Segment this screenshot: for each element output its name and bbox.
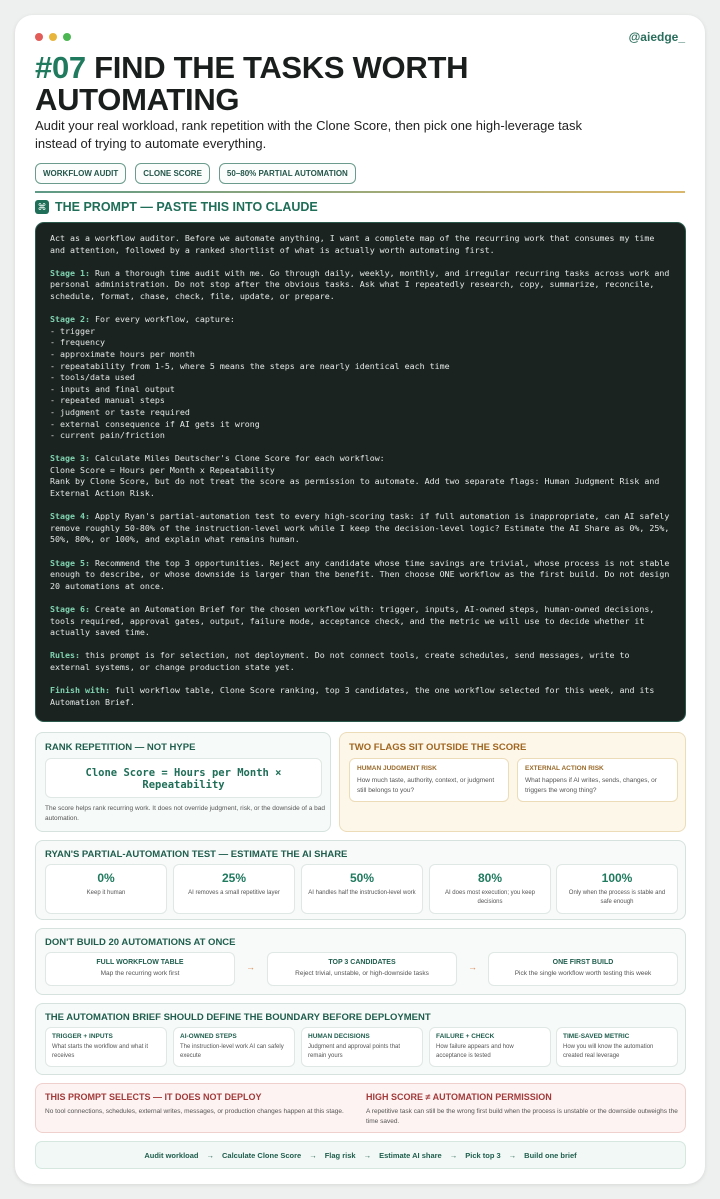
step-one-build [488, 952, 678, 986]
clone-score-formula: Clone Score = Hours per Month × Repeatability [45, 758, 322, 798]
tag-partial-automation: 50–80% PARTIAL AUTOMATION [219, 163, 356, 184]
share-text: AI removes a small repetitive layer [188, 890, 280, 896]
brief-trigger-inputs [45, 1027, 167, 1067]
minimize-dot [49, 33, 57, 41]
flag-title: HUMAN JUDGMENT RISK [357, 765, 437, 772]
step-title: TOP 3 CANDIDATES [328, 959, 396, 966]
stage-text: For every workflow, capture: - trigger - frequency - approximate hours per month - repeatability from 1-5, where 5 means the steps are nearly identical each time - tools/data used - inputs and final output - repeated manual steps - judgment or taste required - external consequence if AI gets it wrong - current pain/friction [50, 314, 450, 441]
stage-label: Stage 2: [50, 314, 90, 325]
share-percent: 0% [97, 871, 115, 885]
brief-text: How failure appears and how acceptance is tested [436, 1044, 514, 1059]
share-text: Only when the process is stable and safe enough [568, 890, 666, 905]
warning-text: A repetitive task can still be the wrong first build when the process is unstable or the downside outweighs the time saved. [366, 1108, 678, 1125]
title-text: FIND THE TASKS WORTH AUTOMATING [35, 50, 469, 117]
prompt-stage-1 [50, 267, 675, 303]
stage-label: Finish with: [50, 685, 110, 696]
prompt-stage-5 [50, 557, 675, 593]
stage-label: Stage 1: [50, 267, 90, 278]
stage-text: Create an Automation Brief for the chosen workflow with: trigger, inputs, AI-owned steps, human-owned decisions, tools required, approval gates, output, failure mode, acceptance check, and the metric we will use to decide whether it actually saved time. [50, 604, 660, 638]
share-100 [556, 864, 678, 914]
prompt-stage-6 [50, 604, 671, 639]
flow-step: Pick top 3 [465, 1150, 501, 1160]
command-icon: ⌘ [35, 200, 49, 214]
ai-share-heading: RYAN'S PARTIAL-AUTOMATION TEST — ESTIMATE THE AI SHARE [45, 849, 348, 860]
arrow-icon: → [363, 1150, 372, 1160]
warning-title: THIS PROMPT SELECTS — IT DOES NOT DEPLOY [45, 1092, 262, 1102]
flags-panel [339, 732, 686, 832]
flags-heading: TWO FLAGS SIT OUTSIDE THE SCORE [349, 742, 527, 753]
stage-label: Stage 5: [50, 557, 90, 568]
flag-text: How much taste, authority, context, or judgment still belongs to you? [357, 777, 495, 794]
share-80 [429, 864, 551, 914]
process-flow [35, 1141, 686, 1169]
flow-step: Flag risk [324, 1150, 356, 1160]
brief-heading: THE AUTOMATION BRIEF SHOULD DEFINE THE BOUNDARY BEFORE DEPLOYMENT [45, 1012, 431, 1023]
automation-brief-panel [35, 1003, 686, 1075]
flow-step: Build one brief [524, 1150, 577, 1160]
share-0 [45, 864, 167, 914]
warning-text: No tool connections, schedules, external writes, messages, or production changes happen at this stage. [45, 1108, 344, 1115]
rank-repetition-panel [35, 732, 331, 832]
prompt-stage-3 [50, 453, 671, 499]
brief-text: Judgment and approval points that remain yours [308, 1044, 401, 1059]
stage-text: Run a thorough time audit with me. Go through daily, weekly, monthly, and irregular recurring tasks across work and personal administration. Do not stop after the obvious tasks. Ask what I repeatedly research, copy, summarize, reconcile, schedule, format, chase, check, file, update, or prepare. [50, 267, 675, 301]
share-text: AI does most execution; you keep decisions [444, 890, 536, 905]
flag-title: EXTERNAL ACTION RISK [525, 765, 604, 772]
brief-text: How you will know the automation created real leverage [563, 1044, 654, 1059]
arrow-icon: → [508, 1150, 517, 1160]
page-title [35, 52, 595, 116]
flag-external-action [517, 758, 678, 802]
flow-step: Estimate AI share [379, 1150, 442, 1160]
share-percent: 100% [601, 871, 633, 885]
window-controls [35, 33, 71, 41]
share-percent: 50% [349, 871, 375, 885]
rank-heading: RANK REPETITION — NOT HYPE [45, 742, 196, 753]
warning-title: HIGH SCORE ≠ AUTOMATION PERMISSION [366, 1092, 552, 1102]
stage-text: full workflow table, Clone Score ranking, top 3 candidates, the one workflow selected for this week, and its Automation Brief. [50, 685, 660, 707]
tag-workflow-audit: WORKFLOW AUDIT [35, 163, 126, 184]
step-full-table [45, 952, 235, 986]
stage-label: Stage 3: [50, 453, 90, 464]
prompt-heading-label: THE PROMPT — PASTE THIS INTO CLAUDE [55, 200, 318, 214]
flag-text: What happens if AI writes, sends, changes, or triggers the wrong thing? [525, 777, 657, 794]
prompt-stage-2 [50, 314, 671, 442]
stage-label: Stage 4: [50, 511, 90, 522]
close-dot [35, 33, 43, 41]
prompt-text-block[interactable] [35, 222, 686, 722]
share-text: Keep it human [86, 890, 126, 896]
share-percent: 80% [477, 871, 503, 885]
step-title: FULL WORKFLOW TABLE [96, 959, 184, 966]
step-title: ONE FIRST BUILD [552, 959, 614, 966]
one-build-panel [35, 928, 686, 995]
prompt-rules [50, 650, 671, 673]
step-top-3 [267, 952, 457, 986]
stage-text: this prompt is for selection, not deployment. Do not connect tools, create schedules, send messages, write to external systems, or change production state yet. [50, 650, 635, 672]
arrow-icon: → [449, 1150, 458, 1160]
brief-text: What starts the workflow and what it receives [52, 1044, 149, 1059]
one-build-heading: DON'T BUILD 20 AUTOMATIONS AT ONCE [45, 937, 236, 948]
warning-selects-not-deploys [45, 1092, 357, 1117]
stage-text: Recommend the top 3 opportunities. Reject any candidate whose time savings are trivial, whose process is not stable enough to describe, or whose downside is larger than the benefit. Then choose ONE workflow as the first build. Do not design 20 automations at once. [50, 557, 675, 591]
prompt-intro: Act as a workflow auditor. Before we automate anything, I want a complete map of the recurring work that consumes my time and attention, followed by a ranked shortlist of what is actually worth automating first. [50, 233, 660, 255]
share-25 [173, 864, 295, 914]
author-handle: @aiedge_ [628, 30, 685, 44]
stage-text: Calculate Miles Deutscher's Clone Score for each workflow: Clone Score = Hours per Month x Repeatability Rank by Clone Score, but do not treat the score as permission to automate. Add two separate flags: Human Judgment Risk and External Action Risk. [50, 453, 660, 499]
brief-human-decisions [301, 1027, 423, 1067]
prompt-finish [50, 685, 671, 708]
arrow-icon: → [206, 1150, 214, 1160]
warning-panel [35, 1083, 686, 1133]
prompt-stage-4 [50, 511, 675, 546]
rank-note: The score helps rank recurring work. It does not override judgment, risk, or the downside of a bad automation. [45, 805, 326, 822]
stage-label: Rules: [50, 650, 80, 661]
flow-step: Calculate Clone Score [222, 1150, 302, 1160]
step-text: Map the recurring work first [100, 970, 180, 977]
page-subtitle: Audit your real workload, rank repetition with the Clone Score, then pick one high-leverage task instead of trying to automate everything. [35, 118, 583, 151]
brief-title: FAILURE + CHECK [436, 1033, 495, 1040]
infographic-card [15, 15, 705, 1184]
prompt-heading [35, 200, 318, 214]
step-text: Pick the single workflow worth testing this week [514, 970, 652, 977]
flow-step: Audit workload [144, 1150, 199, 1160]
tag-clone-score: CLONE SCORE [135, 163, 210, 184]
brief-title: TRIGGER + INPUTS [52, 1033, 113, 1040]
share-50 [301, 864, 423, 914]
share-text: AI handles half the instruction-level work [308, 890, 416, 896]
step-text: Reject trivial, unstable, or high-downside tasks [295, 970, 429, 977]
stage-text: Apply Ryan's partial-automation test to every high-scoring task: if full automation is inappropriate, can AI safely remove roughly 50-80% of the instruction-level work while I keep the decision-level logic? Estimate the AI Share as 0%, 25%, 50%, 80%, or 100%, and explain what remains human. [50, 511, 675, 545]
brief-title: TIME-SAVED METRIC [563, 1033, 630, 1040]
section-divider [35, 191, 685, 193]
brief-title: AI-OWNED STEPS [180, 1033, 237, 1040]
arrow-icon: → [246, 962, 255, 972]
ai-share-panel [35, 840, 686, 920]
warning-score-not-permission [366, 1092, 678, 1126]
arrow-icon: → [468, 962, 477, 972]
brief-title: HUMAN DECISIONS [308, 1033, 370, 1040]
arrow-icon: → [309, 1150, 317, 1160]
brief-time-saved [556, 1027, 678, 1067]
title-number: #07 [35, 50, 86, 85]
maximize-dot [63, 33, 71, 41]
share-percent: 25% [221, 871, 247, 885]
flag-human-judgment [349, 758, 509, 802]
tag-list [35, 163, 356, 184]
brief-text: The instruction-level work AI can safely execute [180, 1044, 284, 1059]
brief-failure-check [429, 1027, 551, 1067]
brief-ai-owned [173, 1027, 295, 1067]
stage-label: Stage 6: [50, 604, 90, 614]
